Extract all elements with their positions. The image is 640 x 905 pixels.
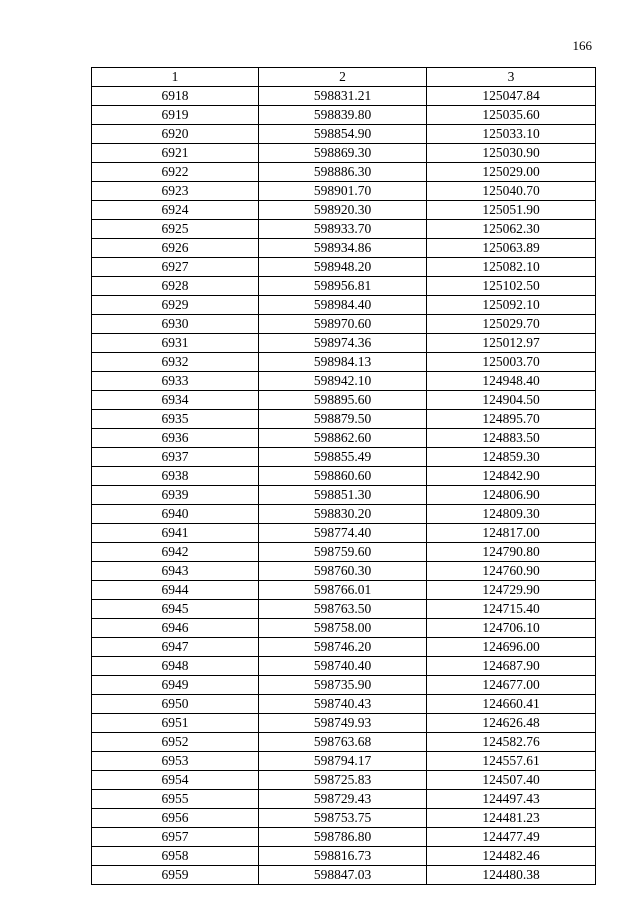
table-cell-col-1: 6921 [92, 144, 259, 163]
table-row [92, 144, 596, 163]
table-cell-col-1: 6927 [92, 258, 259, 277]
table-cell-col-2: 598760.30 [259, 562, 427, 581]
table-cell-col-2: 598759.60 [259, 543, 427, 562]
table-cell-col-2: 598740.43 [259, 695, 427, 714]
table-cell-col-1: 6938 [92, 467, 259, 486]
table-cell-col-1: 6922 [92, 163, 259, 182]
table-cell-col-1: 6936 [92, 429, 259, 448]
table-cell-col-1: 6954 [92, 771, 259, 790]
table-row [92, 714, 596, 733]
table-cell-col-2: 598934.86 [259, 239, 427, 258]
table-cell-col-1: 6918 [92, 87, 259, 106]
table-row [92, 239, 596, 258]
table-cell-col-1: 6957 [92, 828, 259, 847]
table-row [92, 334, 596, 353]
table-header-row [92, 68, 596, 87]
table-cell-col-3: 124895.70 [427, 410, 596, 429]
table-cell-col-3: 124497.43 [427, 790, 596, 809]
table-cell-col-2: 598763.50 [259, 600, 427, 619]
table-row [92, 353, 596, 372]
table-row [92, 543, 596, 562]
table-row [92, 372, 596, 391]
table-cell-col-1: 6937 [92, 448, 259, 467]
table-cell-col-2: 598758.00 [259, 619, 427, 638]
table-cell-col-2: 598851.30 [259, 486, 427, 505]
table-row [92, 790, 596, 809]
table-row [92, 581, 596, 600]
table-cell-col-3: 124817.00 [427, 524, 596, 543]
table-cell-col-2: 598753.75 [259, 809, 427, 828]
table-cell-col-1: 6931 [92, 334, 259, 353]
table-cell-col-3: 125029.70 [427, 315, 596, 334]
table-cell-col-1: 6945 [92, 600, 259, 619]
table-cell-col-2: 598816.73 [259, 847, 427, 866]
table-cell-col-2: 598749.93 [259, 714, 427, 733]
table-cell-col-3: 125033.10 [427, 125, 596, 144]
table-row [92, 847, 596, 866]
table-cell-col-2: 598974.36 [259, 334, 427, 353]
table-cell-col-1: 6924 [92, 201, 259, 220]
coordinates-table [91, 67, 596, 885]
table-row [92, 828, 596, 847]
table-cell-col-2: 598942.10 [259, 372, 427, 391]
table-cell-col-3: 124480.38 [427, 866, 596, 885]
table-cell-col-1: 6959 [92, 866, 259, 885]
table-cell-col-3: 125047.84 [427, 87, 596, 106]
table-cell-col-2: 598847.03 [259, 866, 427, 885]
table-row [92, 600, 596, 619]
table-cell-col-1: 6920 [92, 125, 259, 144]
table-row [92, 524, 596, 543]
table-row [92, 657, 596, 676]
table-cell-col-1: 6939 [92, 486, 259, 505]
table-cell-col-2: 598729.43 [259, 790, 427, 809]
table-cell-col-1: 6932 [92, 353, 259, 372]
table-row [92, 467, 596, 486]
table-row [92, 87, 596, 106]
table-cell-col-2: 598839.80 [259, 106, 427, 125]
table-row [92, 429, 596, 448]
table-row [92, 125, 596, 144]
table-cell-col-1: 6949 [92, 676, 259, 695]
table-row [92, 391, 596, 410]
table-cell-col-2: 598886.30 [259, 163, 427, 182]
table-cell-col-2: 598831.21 [259, 87, 427, 106]
table-cell-col-1: 6950 [92, 695, 259, 714]
table-cell-col-1: 6952 [92, 733, 259, 752]
table-cell-col-1: 6955 [92, 790, 259, 809]
table-cell-col-2: 598948.20 [259, 258, 427, 277]
table-row [92, 771, 596, 790]
table-row [92, 220, 596, 239]
table-cell-col-1: 6923 [92, 182, 259, 201]
table-cell-col-3: 125012.97 [427, 334, 596, 353]
table-cell-col-1: 6947 [92, 638, 259, 657]
table-cell-col-3: 124729.90 [427, 581, 596, 600]
table-cell-col-2: 598895.60 [259, 391, 427, 410]
table-cell-col-3: 124557.61 [427, 752, 596, 771]
table-cell-col-2: 598920.30 [259, 201, 427, 220]
table-cell-col-3: 124660.41 [427, 695, 596, 714]
table-row [92, 619, 596, 638]
table-cell-col-1: 6956 [92, 809, 259, 828]
table-cell-col-2: 598746.20 [259, 638, 427, 657]
table-cell-col-1: 6935 [92, 410, 259, 429]
table-cell-col-3: 125035.60 [427, 106, 596, 125]
table-cell-col-3: 124626.48 [427, 714, 596, 733]
table-cell-col-1: 6951 [92, 714, 259, 733]
column-header-1: 1 [92, 68, 259, 87]
table-row [92, 505, 596, 524]
table-row [92, 733, 596, 752]
table-cell-col-3: 124706.10 [427, 619, 596, 638]
table-row [92, 866, 596, 885]
table-cell-col-3: 124715.40 [427, 600, 596, 619]
table-cell-col-3: 124883.50 [427, 429, 596, 448]
table-cell-col-1: 6943 [92, 562, 259, 581]
table-cell-col-2: 598862.60 [259, 429, 427, 448]
table-row [92, 410, 596, 429]
table-cell-col-2: 598794.17 [259, 752, 427, 771]
table-cell-col-1: 6933 [92, 372, 259, 391]
table-cell-col-3: 124696.00 [427, 638, 596, 657]
table-row [92, 201, 596, 220]
table-cell-col-1: 6919 [92, 106, 259, 125]
table-cell-col-1: 6948 [92, 657, 259, 676]
table-cell-col-1: 6953 [92, 752, 259, 771]
table-cell-col-1: 6930 [92, 315, 259, 334]
table-cell-col-3: 125082.10 [427, 258, 596, 277]
table-cell-col-1: 6928 [92, 277, 259, 296]
table-row [92, 695, 596, 714]
table-body [92, 87, 596, 885]
table-row [92, 106, 596, 125]
table-cell-col-2: 598901.70 [259, 182, 427, 201]
table-cell-col-2: 598830.20 [259, 505, 427, 524]
table-cell-col-3: 124481.23 [427, 809, 596, 828]
table-cell-col-3: 125062.30 [427, 220, 596, 239]
table-cell-col-3: 124806.90 [427, 486, 596, 505]
table-cell-col-3: 124687.90 [427, 657, 596, 676]
table-cell-col-2: 598855.49 [259, 448, 427, 467]
table-cell-col-2: 598970.60 [259, 315, 427, 334]
table-cell-col-1: 6941 [92, 524, 259, 543]
table-cell-col-2: 598854.90 [259, 125, 427, 144]
table-cell-col-1: 6926 [92, 239, 259, 258]
column-header-2: 2 [259, 68, 427, 87]
table-cell-col-1: 6942 [92, 543, 259, 562]
table-cell-col-1: 6944 [92, 581, 259, 600]
table-row [92, 752, 596, 771]
table-cell-col-3: 125003.70 [427, 353, 596, 372]
table-row [92, 258, 596, 277]
table-cell-col-1: 6958 [92, 847, 259, 866]
table-cell-col-3: 125063.89 [427, 239, 596, 258]
table-cell-col-2: 598933.70 [259, 220, 427, 239]
table-row [92, 296, 596, 315]
table-cell-col-2: 598786.80 [259, 828, 427, 847]
table-row [92, 486, 596, 505]
table-cell-col-2: 598984.40 [259, 296, 427, 315]
table-cell-col-2: 598879.50 [259, 410, 427, 429]
table-row [92, 562, 596, 581]
table-cell-col-3: 124507.40 [427, 771, 596, 790]
table-cell-col-2: 598766.01 [259, 581, 427, 600]
table-row [92, 448, 596, 467]
table-row [92, 315, 596, 334]
table-cell-col-3: 125102.50 [427, 277, 596, 296]
table-row [92, 163, 596, 182]
table-cell-col-1: 6934 [92, 391, 259, 410]
table-cell-col-3: 125040.70 [427, 182, 596, 201]
table-cell-col-1: 6940 [92, 505, 259, 524]
table-cell-col-3: 124809.30 [427, 505, 596, 524]
table-row [92, 182, 596, 201]
table-row [92, 277, 596, 296]
table-cell-col-2: 598774.40 [259, 524, 427, 543]
table-cell-col-1: 6929 [92, 296, 259, 315]
table-cell-col-2: 598735.90 [259, 676, 427, 695]
table-cell-col-3: 124842.90 [427, 467, 596, 486]
table-cell-col-1: 6925 [92, 220, 259, 239]
table-cell-col-3: 124482.46 [427, 847, 596, 866]
table-cell-col-3: 125051.90 [427, 201, 596, 220]
table-cell-col-2: 598763.68 [259, 733, 427, 752]
table-cell-col-1: 6946 [92, 619, 259, 638]
table-cell-col-3: 124582.76 [427, 733, 596, 752]
table-cell-col-2: 598869.30 [259, 144, 427, 163]
table-row [92, 809, 596, 828]
table-cell-col-2: 598984.13 [259, 353, 427, 372]
table-cell-col-3: 124948.40 [427, 372, 596, 391]
table-cell-col-2: 598725.83 [259, 771, 427, 790]
table-cell-col-2: 598860.60 [259, 467, 427, 486]
table-row [92, 676, 596, 695]
table-cell-col-3: 124760.90 [427, 562, 596, 581]
table-row [92, 638, 596, 657]
column-header-3: 3 [427, 68, 596, 87]
table-cell-col-3: 125029.00 [427, 163, 596, 182]
table-cell-col-3: 125092.10 [427, 296, 596, 315]
table-cell-col-2: 598740.40 [259, 657, 427, 676]
table-cell-col-3: 124790.80 [427, 543, 596, 562]
page-number: 166 [572, 38, 592, 53]
table-cell-col-3: 124477.49 [427, 828, 596, 847]
table-cell-col-3: 124677.00 [427, 676, 596, 695]
table-cell-col-3: 125030.90 [427, 144, 596, 163]
table-cell-col-2: 598956.81 [259, 277, 427, 296]
table-cell-col-3: 124859.30 [427, 448, 596, 467]
table-cell-col-3: 124904.50 [427, 391, 596, 410]
